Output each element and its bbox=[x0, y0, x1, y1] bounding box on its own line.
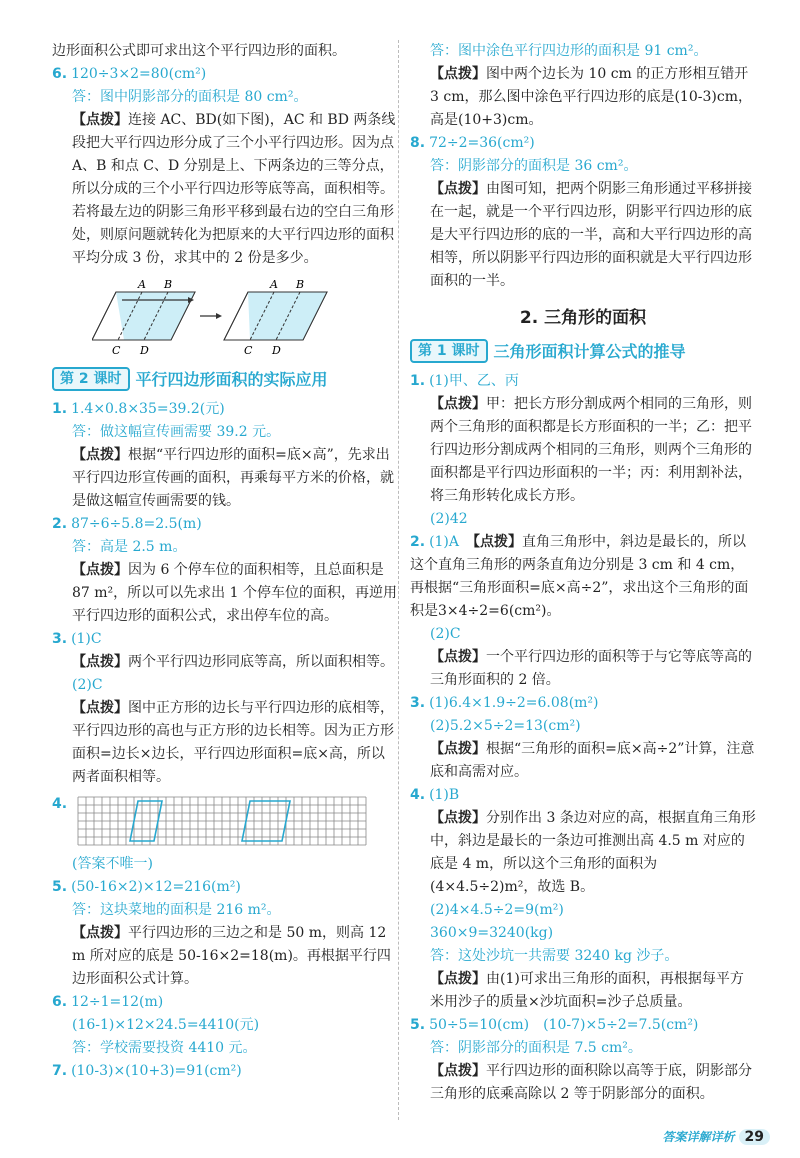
svg-text:A: A bbox=[270, 278, 278, 291]
answer-r5: 5. 50÷5=10(cm) (10-7)×5÷2=7.5(cm²) bbox=[410, 1017, 699, 1033]
svg-text:D: D bbox=[140, 344, 149, 357]
left-column bbox=[52, 40, 398, 1083]
tip-2: 【点拨】因为 6 个停车位的面积相等，且总面积是 87 m²，所以可以先求出 1 个停车位的面积，再逆用平行四边形的面积公式，求出停车位的高。 bbox=[72, 562, 397, 624]
tip-6: 【点拨】连接 AC、BD(如下图)，AC 和 BD 两条线段把大平行四边形分成了三个小平行四边形。因为点 A、B 和点 C、D 分别是上、下两条边的三等分点，所以分成的三个小平行四边形等底等高，面积相等。若将最左边的阴影三角形平移到最右边的空白三角形处，则原问题就转化为把原来的大平行四边形的面积平均分成 3 份，求其中的 2 份是多少。 bbox=[72, 112, 396, 266]
svg-text:A: A bbox=[138, 278, 146, 291]
answer-r1-2: (2)42 bbox=[430, 511, 468, 527]
answer-6b-final: 答：学校需要投资 4410 元。 bbox=[72, 1040, 257, 1056]
tip-8: 【点拨】由图可知，把两个阴影三角形通过平移拼接在一起，就是一个平行四边形，阴影平行四边形的底是大平行四边形的底的一半，高和大平行四边形的高相等，所以阴影平行四边形的面积就是大平行四边形面积的一半。 bbox=[430, 181, 752, 289]
answer-6: 6. 120÷3×2=80(cm²) bbox=[52, 66, 207, 82]
answer-6b-line2: (16-1)×12×24.5=4410(元) bbox=[72, 1017, 260, 1033]
answer-r3-2: (2)5.2×5÷2=13(cm²) bbox=[430, 718, 581, 734]
footer-label: 答案详解详析 bbox=[662, 1130, 735, 1144]
answer-7-final: 答：图中涂色平行四边形的面积是 91 cm²。 bbox=[430, 43, 708, 59]
tip-1: 【点拨】根据“平行四边形的面积=底×高”，先求出平行四边形宣传画的面积，再乘每平方米的价格，就是做这幅宣传画需要的钱。 bbox=[72, 447, 394, 509]
answer-7: 7. (10-3)×(10+3)=91(cm²) bbox=[52, 1063, 242, 1079]
svg-text:C: C bbox=[112, 344, 121, 357]
answer-r2-2: (2)C bbox=[430, 626, 461, 642]
lesson-badge: 第 1 课时 bbox=[410, 339, 488, 363]
right-column bbox=[410, 40, 756, 1106]
answer-r1: 1. (1)甲、乙、丙 bbox=[410, 373, 519, 389]
answer-6-final: 答：图中阴影部分的面积是 80 cm²。 bbox=[72, 89, 308, 105]
answer-r2: 2. (1)A 【点拨】直角三角形中，斜边是最长的，所以这个直角三角形的两条直角边分别是 3 cm 和 4 cm，再根据“三角形面积=底×高÷2”，求出这个三角形的面积是3×4÷2=6(cm²)。 bbox=[410, 534, 749, 619]
parallelogram-figure bbox=[92, 278, 398, 358]
answer-4: 4. bbox=[52, 793, 398, 853]
answer-2: 2. 87÷6÷5.8=2.5(m) bbox=[52, 516, 202, 532]
tip-5: 【点拨】平行四边形的三边之和是 50 m，则高 12 m 所对应的底是 50-16×2=18(m)。再根据平行四边形面积公式计算。 bbox=[72, 925, 391, 987]
answer-2-final: 答：高是 2.5 m。 bbox=[72, 539, 187, 555]
lesson-title: 平行四边形面积的实际应用 bbox=[135, 369, 328, 389]
page-footer bbox=[663, 1128, 771, 1145]
answer-8-final: 答：阴影部分的面积是 36 cm²。 bbox=[430, 158, 638, 174]
continued-text: 边形面积公式即可求出这个平行四边形的面积。 bbox=[52, 43, 346, 59]
answer-r5-final: 答：阴影部分的面积是 7.5 cm²。 bbox=[430, 1040, 642, 1056]
answer-4-note: (答案不唯一) bbox=[72, 856, 153, 872]
svg-text:D: D bbox=[272, 344, 281, 357]
tip-r4-2: 【点拨】由(1)可求出三角形的面积，再根据每平方米用沙子的质量×沙坑面积=沙子总质量。 bbox=[430, 971, 744, 1010]
answer-1-final: 答：做这幅宣传画需要 39.2 元。 bbox=[72, 424, 281, 440]
answer-r4: 4. (1)B bbox=[410, 787, 460, 803]
svg-text:C: C bbox=[244, 344, 253, 357]
column-divider bbox=[398, 40, 399, 1120]
answer-r3: 3. (1)6.4×1.9÷2=6.08(m²) bbox=[410, 695, 599, 711]
answer-5-final: 答：这块菜地的面积是 216 m²。 bbox=[72, 902, 281, 918]
lesson-badge: 第 2 课时 bbox=[52, 367, 130, 391]
tip-r1: 【点拨】甲：把长方形分割成两个相同的三角形，则两个三角形的面积都是长方形面积的一半；乙：把平行四边形分割成两个相同的三角形，则两个三角形的面积都是平行四边形面积的一半；丙：利用割补法，将三角形转化成长方形。 bbox=[430, 396, 752, 504]
answer-1: 1. 1.4×0.8×35=39.2(元) bbox=[52, 401, 225, 417]
lesson-title: 三角形面积计算公式的推导 bbox=[493, 341, 686, 361]
lesson-2-header bbox=[52, 366, 398, 392]
svg-text:B: B bbox=[296, 278, 305, 291]
tip-r5: 【点拨】平行四边形的面积除以高等于底，阴影部分三角形的底乘高除以 2 等于阴影部分的面积。 bbox=[430, 1063, 752, 1102]
grid-figure bbox=[74, 793, 374, 853]
section-title: 2. 三角形的面积 bbox=[519, 308, 647, 328]
answer-r4-2: (2)4×4.5÷2=9(m²) bbox=[430, 902, 564, 918]
svg-text:B: B bbox=[164, 278, 173, 291]
tip-7: 【点拨】图中两个边长为 10 cm 的正方形相互错开 3 cm，那么图中涂色平行四边形的底是(10-3)cm，高是(10+3)cm。 bbox=[430, 66, 752, 128]
tip-r3: 【点拨】根据“三角形的面积=底×高÷2”计算，注意底和高需对应。 bbox=[430, 741, 755, 780]
answer-r4-3: 360×9=3240(kg) bbox=[430, 925, 554, 941]
answer-3-2: (2)C bbox=[72, 677, 103, 693]
answer-5: 5. (50-16×2)×12=216(m²) bbox=[52, 879, 241, 895]
tip-r2-2: 【点拨】一个平行四边形的面积等于与它等底等高的三角形面积的 2 倍。 bbox=[430, 649, 752, 688]
page-number: 29 bbox=[739, 1129, 770, 1145]
tip-3-1: 【点拨】两个平行四边形同底等高，所以面积相等。 bbox=[72, 654, 394, 670]
tip-r4-1: 【点拨】分别作出 3 条边对应的高，根据直角三角形中，斜边是最长的一条边可推测出高 4.5 m 对应的底是 4 m，所以这个三角形的面积为(4×4.5÷2)m²，故选 B。 bbox=[430, 810, 756, 895]
answer-8: 8. 72÷2=36(cm²) bbox=[410, 135, 535, 151]
answer-r4-final: 答：这处沙坑一共需要 3240 kg 沙子。 bbox=[430, 948, 679, 964]
tip-3-2: 【点拨】图中正方形的边长与平行四边形的底相等，平行四边形的高也与正方形的边长相等。因为正方形面积=边长×边长，平行四边形面积=底×高，所以两者面积相等。 bbox=[72, 700, 394, 785]
lesson-1-header bbox=[410, 338, 756, 364]
answer-6b: 6. 12÷1=12(m) bbox=[52, 994, 164, 1010]
answer-3: 3. (1)C bbox=[52, 631, 102, 647]
